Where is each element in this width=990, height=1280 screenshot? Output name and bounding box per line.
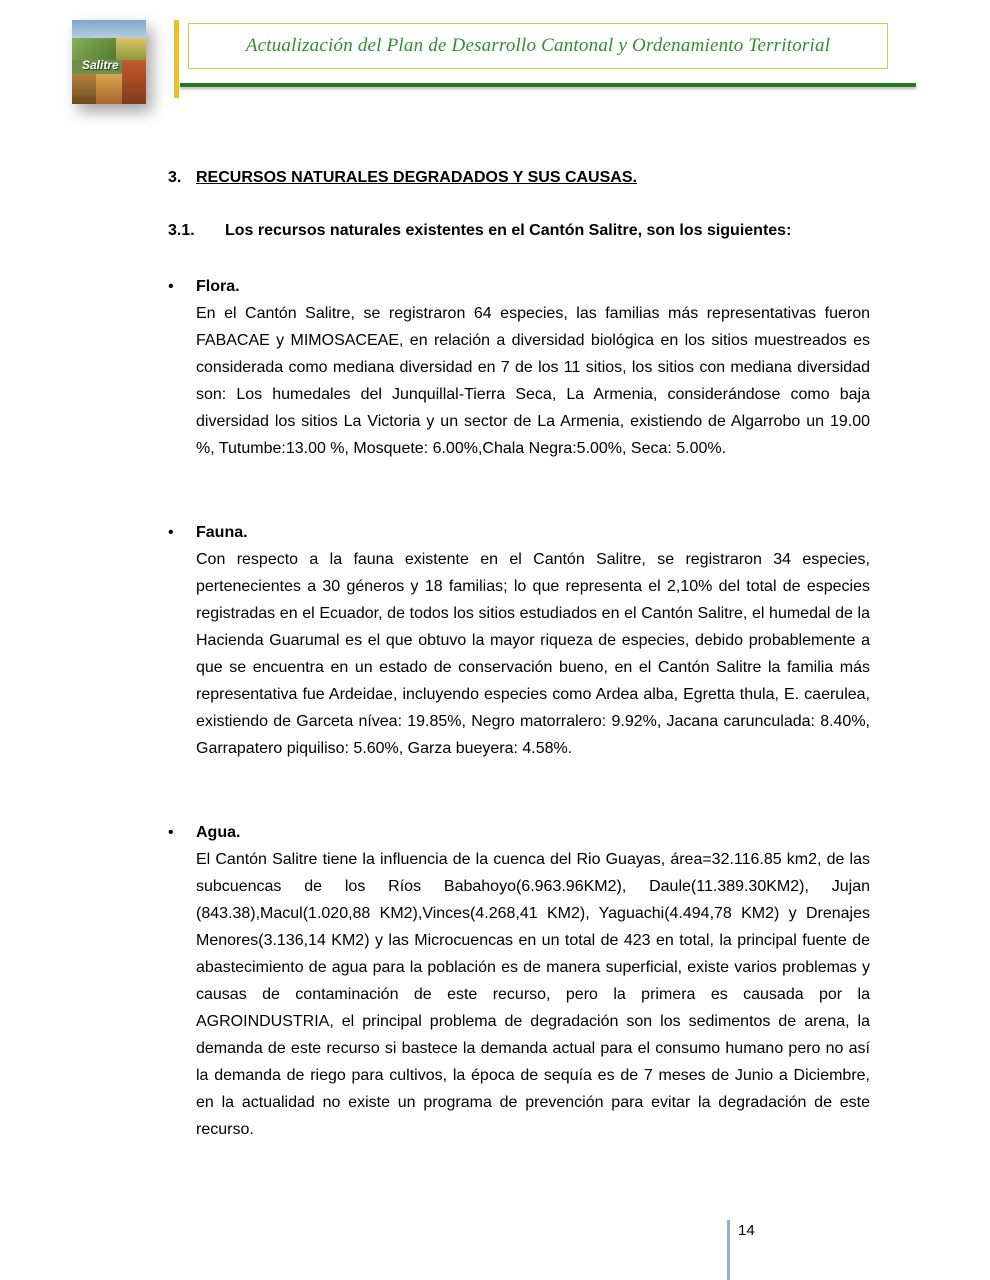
logo-photo-tile xyxy=(116,38,146,60)
logo-text: Salitre xyxy=(82,58,119,72)
subsection-heading xyxy=(168,217,791,244)
section-title: RECURSOS NATURALES DEGRADADOS Y SUS CAUSAS. xyxy=(196,169,637,186)
logo-photo-tile xyxy=(72,74,96,104)
bullet-icon: • xyxy=(168,824,174,841)
page-number: 14 xyxy=(738,1222,755,1239)
item-paragraph: Con respecto a la fauna existente en el Cantón Salitre, se registraron 34 especies, pertenecientes a 30 géneros y 18 familias; lo que representa el 2,10% del total de especies registradas en el Ecuador, de todos los sitios estudiados en el Cantón Salitre, el humedal de la Hacienda Guarumal es el que obtuvo la mayor riqueza de especies, debido probablemente a que se encuentra en un estado de conservación bueno, en el Cantón Salitre la familia más representativa fue Ardeidae, incluyendo especies como Ardea alba, Egretta thula, E. caerulea, existiendo de Garceta nívea: 19.85%, Negro matorralero: 9.92%, Jacana carunculada: 8.40%, Garrapatero piquiliso: 5.60%, Garza bueyera: 4.58%. xyxy=(196,551,870,757)
section-heading xyxy=(168,164,637,191)
bullet-icon: • xyxy=(168,278,174,295)
section-number: 3. xyxy=(168,169,182,186)
header-accent-bar xyxy=(174,20,179,98)
logo-photo-tile xyxy=(122,60,146,104)
footer-divider xyxy=(727,1220,730,1280)
list-item-agua xyxy=(168,819,870,1143)
item-paragraph: El Cantón Salitre tiene la influencia de la cuenca del Rio Guayas, área=32.116.85 km2, de las subcuencas de los Ríos Babahoyo(6.963.96KM2), Daule(11.389.30KM2), Jujan (843.38),Macul(1.020,88 KM2),Vinces(4.268,41 KM2), Yaguachi(4.494,78 KM2) y Drenajes Menores(3.136,14 KM2) y las Microcuencas en un total de 423 en total, la principal fuente de abastecimiento de agua para la población es de manera superficial, existe varios problemas y causas de contaminación de este recurso, pero la primera es causada por la AGROINDUSTRIA, el principal problema de degradación son los sedimentos de arena, la demanda de este recurso si bastece la demanda actual para el consumo humano pero no así la demanda de riego para cultivos, la época de sequía es de 7 meses de Junio a Diciembre, en la actualidad no existe un programa de prevención para evitar la degradación de este recurso. xyxy=(196,851,870,1138)
list-item-fauna xyxy=(168,519,870,762)
salitre-logo xyxy=(72,20,146,104)
subsection-number: 3.1. xyxy=(168,222,195,239)
header-title-box xyxy=(188,23,888,69)
item-title: Flora. xyxy=(196,278,240,295)
item-title: Agua. xyxy=(196,824,241,841)
logo-sky xyxy=(72,20,146,38)
list-item-flora xyxy=(168,273,870,462)
item-title: Fauna. xyxy=(196,524,248,541)
subsection-title: Los recursos naturales existentes en el Cantón Salitre, son los siguientes: xyxy=(225,222,792,239)
header-divider xyxy=(180,83,916,87)
logo-field xyxy=(72,38,116,60)
item-paragraph: En el Cantón Salitre, se registraron 64 especies, las familias más representativas fueron FABACAE y MIMOSACEAE, en relación a diversidad biológica en los sitios muestreados es considerada como mediana diversidad en 7 de los 11 sitios, los sitios con mediana diversidad son: Los humedales del Junquillal-Tierra Seca, La Armenia, considerándose como baja diversidad los sitios La Victoria y un sector de La Armenia, existiendo de Algarrobo un 19.00 %, Tutumbe:13.00 %, Mosquete: 6.00%,Chala Negra:5.00%, Seca: 5.00%. xyxy=(196,305,870,457)
header-title: Actualización del Plan de Desarrollo Cantonal y Ordenamiento Territorial xyxy=(245,35,831,56)
logo-photo-tile xyxy=(96,74,122,104)
bullet-icon: • xyxy=(168,524,174,541)
